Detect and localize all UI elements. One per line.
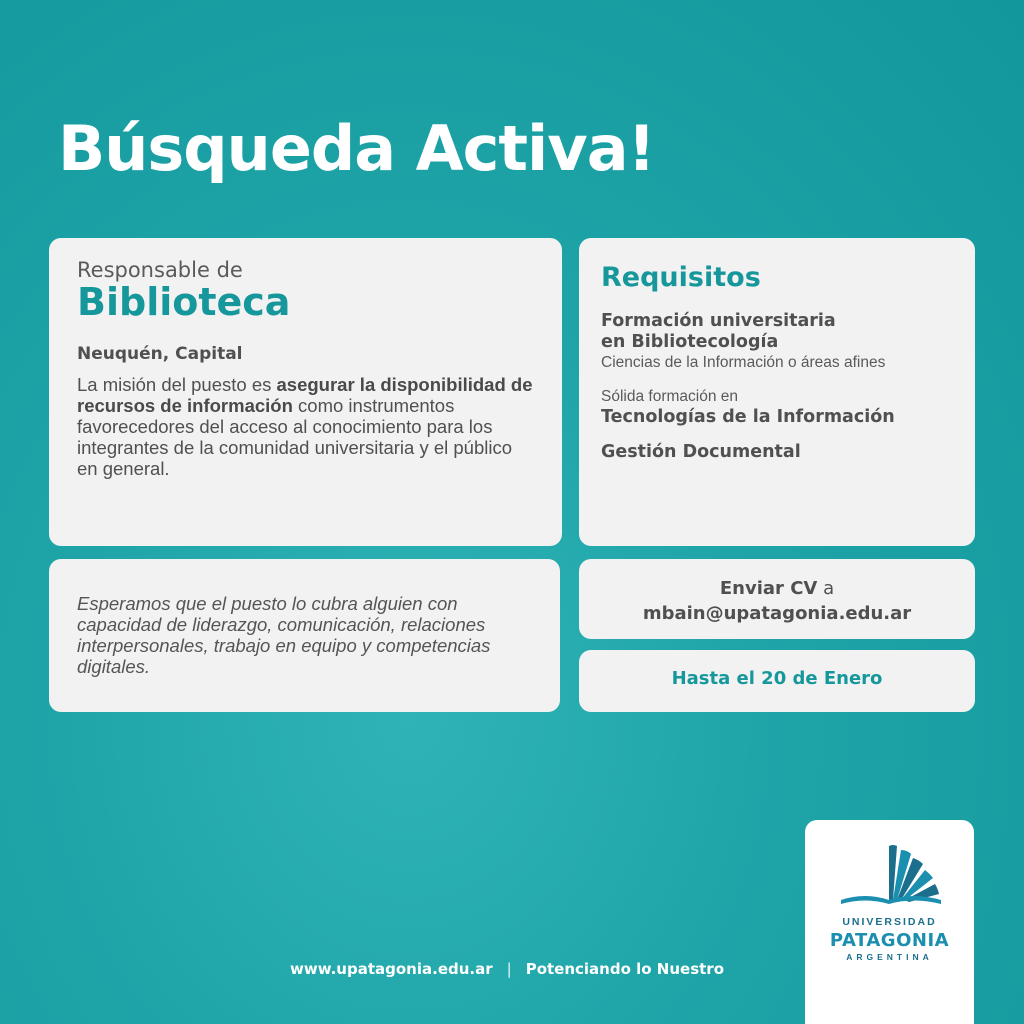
req-item2-main: Tecnologías de la Información — [601, 407, 895, 427]
job-desc-part2: como instrumentos favorecedores del acceso al conocimiento para los integrantes de la comunidad universitaria y el público en general. — [77, 395, 513, 479]
send-cv-card — [579, 559, 975, 639]
job-desc-part1: La misión del puesto es — [77, 374, 277, 395]
footer — [290, 960, 724, 978]
send-cv-label — [579, 577, 975, 601]
job-desc-bold: asegurar la disponibilidad de recursos de información — [77, 374, 533, 416]
send-cv-bold: Enviar CV — [719, 578, 818, 599]
expectation-card — [49, 559, 560, 712]
job-location: Neuquén, Capital — [77, 344, 243, 364]
logo-line1: UNIVERSIDAD — [842, 916, 937, 928]
university-logo — [805, 820, 974, 1024]
footer-slogan: Potenciando lo Nuestro — [525, 960, 724, 978]
req-item1-detail: Ciencias de la Información o áreas afines — [601, 354, 886, 371]
req-item3: Gestión Documental — [601, 442, 801, 462]
logo-line2: PATAGONIA — [829, 930, 950, 951]
job-title: Biblioteca — [77, 280, 291, 324]
logo-line3: ARGENTINA — [846, 952, 933, 962]
send-cv-rest: a — [817, 578, 835, 599]
req-item1-line2: en Bibliotecología — [601, 332, 779, 352]
job-description — [77, 374, 534, 479]
deadline-text: Hasta el 20 de Enero — [671, 668, 883, 689]
req-item1-line1: Formación universitaria — [601, 311, 836, 331]
job-pre-title: Responsable de — [77, 258, 243, 282]
page-title: Búsqueda Activa! — [58, 112, 655, 185]
footer-website-link[interactable]: www.upatagonia.edu.ar — [290, 960, 493, 978]
requirements-card — [579, 238, 975, 546]
req-item2-pre: Sólida formación en — [601, 388, 738, 405]
cv-email-link[interactable]: mbain@upatagonia.edu.ar — [642, 603, 912, 624]
open-book-logo-icon — [835, 840, 945, 912]
deadline-card — [579, 650, 975, 712]
expectation-text: Esperamos que el puesto lo cubra alguien con capacidad de liderazgo, comunicación, relaciones interpersonales, trabajo en equipo y competencias digitales. — [77, 593, 491, 677]
footer-separator: | — [506, 960, 512, 978]
job-card — [49, 238, 562, 546]
requirements-title: Requisitos — [601, 262, 761, 293]
